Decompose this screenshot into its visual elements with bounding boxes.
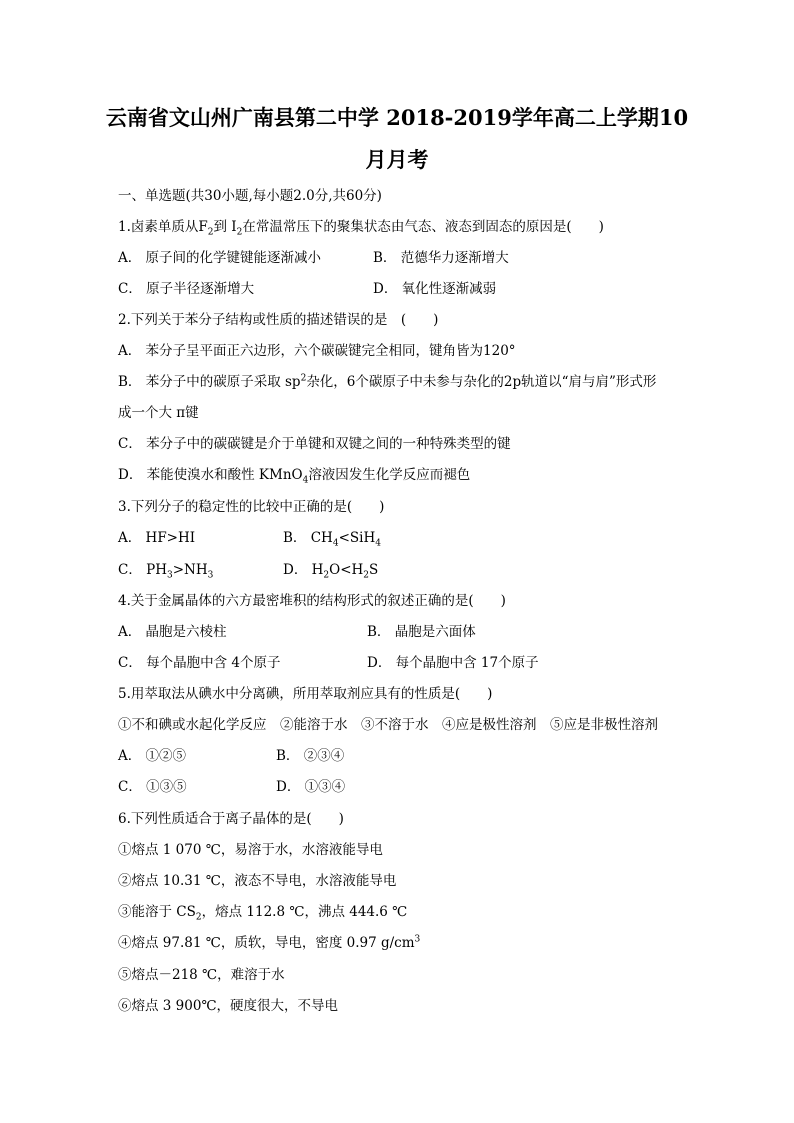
q3-option-d-sub: 2 bbox=[363, 570, 370, 581]
q5-items: ①不和碘或水起化学反应 ②能溶于水 ③不溶于水 ④应是极性溶剂 ⑤应是非极性溶剂 bbox=[118, 717, 658, 733]
q2-option-a: A． 苯分子呈平面正六边形，六个碳碳键完全相同，键角皆为120° bbox=[118, 343, 516, 359]
q3-option-d-part: O<H bbox=[329, 562, 364, 578]
q1-option-c: C． 原子半径逐渐增大 bbox=[118, 281, 255, 297]
q3-option-b-part: B． CH bbox=[283, 530, 333, 546]
q4-option-c: C． 每个晶胞中含 4个原子 bbox=[118, 655, 281, 671]
q6-item-3-sub: 2 bbox=[195, 912, 202, 923]
q2-option-d-part: D． 苯能使溴水和酸性 KMnO bbox=[118, 467, 303, 483]
q3-option-b-sub: 4 bbox=[332, 538, 339, 549]
q6-item-3-part: ③能溶于 CS bbox=[118, 904, 196, 920]
q6-item-3-part: ，熔点 112.8 ℃，沸点 444.6 ℃ bbox=[201, 904, 408, 920]
q6-item-4 bbox=[118, 934, 420, 952]
q2-option-c: C． 苯分子中的碳碳键是介于单键和双键之间的一种特殊类型的键 bbox=[118, 436, 511, 452]
q3-option-c-part: >NH bbox=[172, 562, 208, 578]
q2-option-b-part: 杂化，6个碳原子中未参与杂化的2p轨道以“肩与肩”形式形 bbox=[306, 374, 657, 390]
q4-option-b: B． 晶胞是六面体 bbox=[367, 624, 476, 640]
q3-option-c-sub: 3 bbox=[207, 570, 214, 581]
q1-stem-sub: 2 bbox=[236, 227, 243, 238]
q1-option-a: A． 原子间的化学键键能逐渐减小 bbox=[118, 250, 322, 266]
q1-stem bbox=[118, 218, 604, 236]
section-heading: 一、单选题(共30小题,每小题2.0分,共60分) bbox=[118, 188, 382, 204]
q6-item-4-sup: 3 bbox=[414, 934, 421, 945]
q3-option-c bbox=[118, 561, 213, 579]
q5-stem: 5.用萃取法从碘水中分离碘，所用萃取剂应具有的性质是( ) bbox=[118, 686, 493, 702]
q1-option-d: D． 氧化性逐渐减弱 bbox=[373, 281, 497, 297]
q3-option-b bbox=[283, 529, 381, 547]
q3-option-b-sub: 4 bbox=[375, 538, 381, 549]
q3-option-b-part: <SiH bbox=[338, 530, 376, 546]
exam-title-line1: 云南省文山州广南县第二中学 2018-2019学年高二上学期10 bbox=[105, 105, 689, 130]
q2-option-b-sup: 2 bbox=[300, 373, 307, 384]
q5-option-a: A． ①②⑤ bbox=[118, 748, 187, 764]
q2-option-b-continued: 成一个大 π键 bbox=[118, 405, 199, 421]
q2-option-d-sub: 4 bbox=[302, 475, 309, 486]
q6-item-4-part: ④熔点 97.81 ℃，质软，导电，密度 0.97 g/cm bbox=[118, 935, 415, 951]
q1-stem-sub: 2 bbox=[207, 227, 214, 238]
q6-stem: 6.下列性质适合于离子晶体的是( ) bbox=[118, 811, 344, 827]
q3-stem: 3.下列分子的稳定性的比较中正确的是( ) bbox=[118, 499, 385, 515]
q3-option-a: A． HF>HI bbox=[118, 530, 196, 546]
q6-item-5: ⑤熔点－218 ℃，难溶于水 bbox=[118, 967, 285, 983]
q3-option-d-sub: 2 bbox=[323, 570, 330, 581]
q5-option-d: D． ①③④ bbox=[276, 779, 346, 795]
q2-option-b bbox=[118, 373, 656, 391]
q2-stem: 2.下列关于苯分子结构或性质的描述错误的是 ( ) bbox=[118, 312, 439, 328]
q2-option-d-part: 溶液因发生化学反应而褪色 bbox=[308, 467, 471, 483]
q2-option-d bbox=[118, 466, 470, 484]
q3-option-c-sub: 3 bbox=[166, 570, 173, 581]
q3-option-d bbox=[283, 561, 378, 579]
q3-option-d-part: D． H bbox=[283, 562, 324, 578]
q3-option-d-part: S bbox=[369, 562, 379, 578]
q6-item-1: ①熔点 1 070 ℃，易溶于水，水溶液能导电 bbox=[118, 842, 383, 858]
q4-option-a: A． 晶胞是六棱柱 bbox=[118, 624, 227, 640]
q1-stem-part: 到 I bbox=[213, 219, 237, 235]
q1-option-b: B． 范德华力逐渐增大 bbox=[373, 250, 509, 266]
q6-item-2: ②熔点 10.31 ℃，液态不导电，水溶液能导电 bbox=[118, 873, 397, 889]
q4-option-d: D． 每个晶胞中含 17个原子 bbox=[367, 655, 539, 671]
q6-item-6: ⑥熔点 3 900℃，硬度很大，不导电 bbox=[118, 998, 339, 1014]
exam-title-line2: 月月考 bbox=[365, 147, 429, 172]
q3-option-c-part: C． PH bbox=[118, 562, 167, 578]
q4-stem: 4.关于金属晶体的六方最密堆积的结构形式的叙述正确的是( ) bbox=[118, 593, 506, 609]
q6-item-3 bbox=[118, 903, 407, 921]
q1-stem-part: 1.卤素单质从F bbox=[118, 219, 208, 235]
q2-option-b-part: B． 苯分子中的碳原子采取 sp bbox=[118, 374, 301, 390]
q5-option-b: B． ②③④ bbox=[276, 748, 345, 764]
q1-stem-part: 在常温常压下的聚集状态由气态、液态到固态的原因是( ) bbox=[242, 219, 604, 235]
q5-option-c: C． ①③⑤ bbox=[118, 779, 187, 795]
